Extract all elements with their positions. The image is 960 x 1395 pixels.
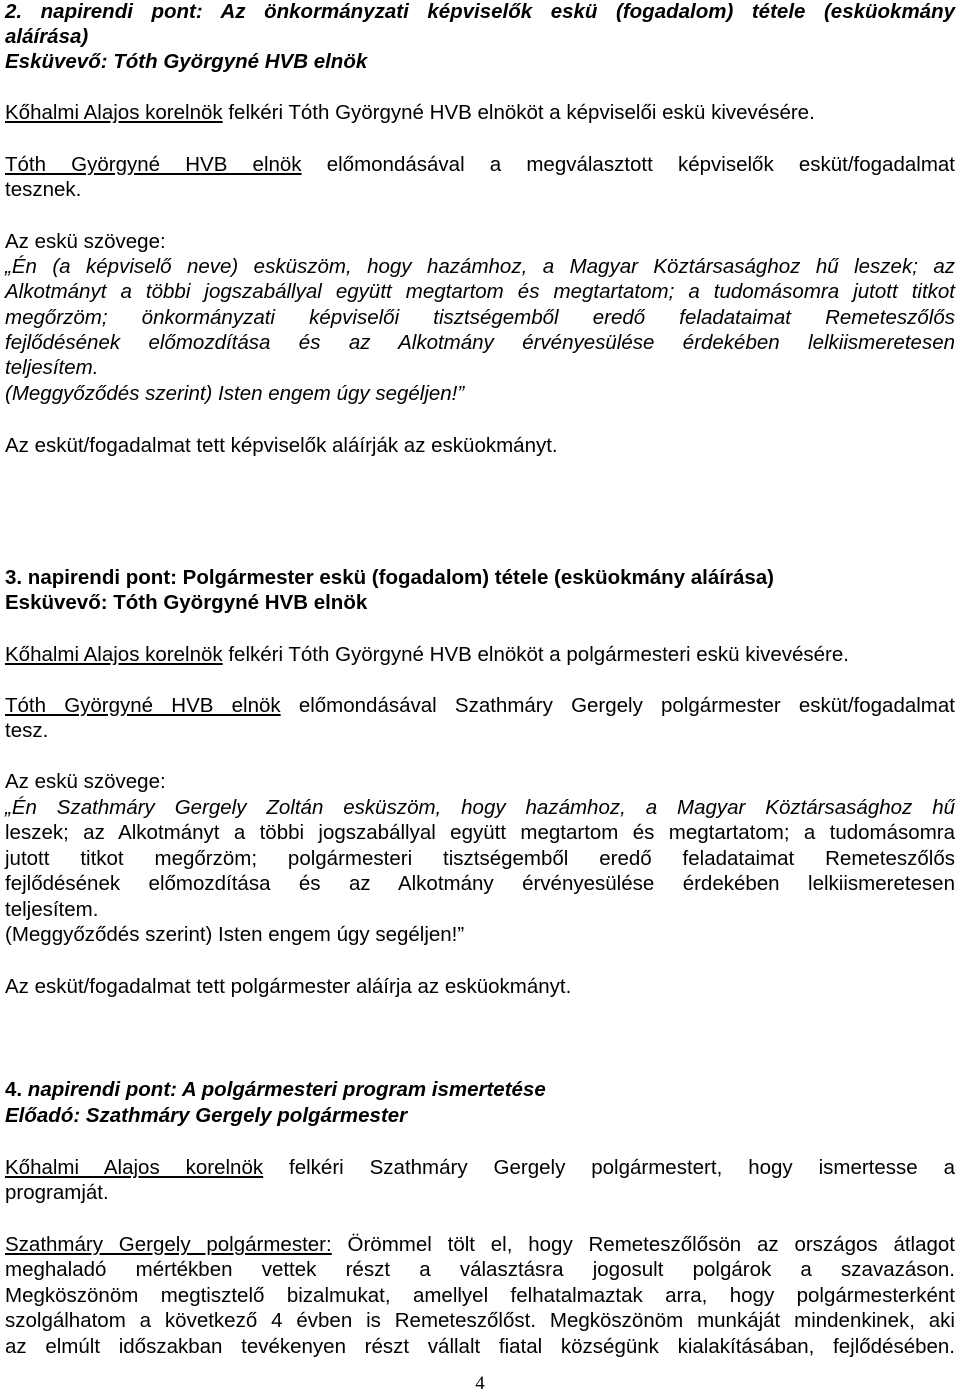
- section3-heading: 3. napirendi pont: Polgármester eskü (fogadalom) tétele (esküokmány aláírása): [5, 566, 774, 589]
- section4-paragraph2-line1: Szathmáry Gergely polgármester: Örömmel tölt el, hogy Remeteszőlősön az országos átlagot: [5, 1233, 956, 1256]
- speaker-name: Tóth Györgyné HVB elnök: [5, 694, 281, 717]
- section4-presenter: Előadó: Szathmáry Gergely polgármester: [5, 1104, 408, 1127]
- speaker-name: Kőhalmi Alajos korelnök: [5, 101, 223, 124]
- section3-paragraph2-line2: tesz.: [5, 719, 49, 742]
- section2-oath-line6: (Meggyőződés szerint) Isten engem úgy segéljen!”: [5, 382, 465, 405]
- speaker-name: Tóth Györgyné HVB elnök: [5, 153, 302, 176]
- section3-oath-line2: leszek; az Alkotmányt a többi jogszabállyal együtt megtartom és megtartatom; a tudomásomra: [5, 821, 955, 844]
- section2-closing: Az esküt/fogadalmat tett képviselők aláírják az esküokmányt.: [5, 434, 558, 457]
- section3-oath-line1: „Én Szathmáry Gergely Zoltán esküszöm, hogy hazámhoz, a Magyar Köztársasághoz hű: [5, 796, 955, 819]
- section3-closing: Az esküt/fogadalmat tett polgármester aláírja az esküokmányt.: [5, 975, 572, 998]
- section4-paragraph1-line2: programját.: [5, 1181, 109, 1204]
- section4-paragraph2-line4: szolgálhatom a következő 4 évben is Remeteszőlőst. Megköszönöm munkáját mindenkinek, aki: [5, 1309, 955, 1332]
- section3-oath-line3: jutott titkot megőrzöm; polgármesteri tisztségemből eredő feladataimat Remeteszőlős: [5, 847, 955, 870]
- section2-heading-line2: aláírása): [5, 25, 89, 48]
- section2-oath-line4: fejlődésének előmozdítása és az Alkotmány érvényesülése érdekében lelkiismeretesen: [5, 331, 955, 354]
- section3-oath-label: Az eskü szövege:: [5, 770, 166, 793]
- section3-oath-line6: (Meggyőződés szerint) Isten engem úgy segéljen!”: [5, 923, 465, 946]
- section2-oath-line2: Alkotmányt a többi jogszabállyal együtt megtartom és megtartatom; a tudomásomra jutott titkot: [5, 280, 955, 303]
- section3-oath-line5: teljesítem.: [5, 898, 99, 921]
- speaker-name: Kőhalmi Alajos korelnök: [5, 1156, 264, 1179]
- speaker-name: Kőhalmi Alajos korelnök: [5, 643, 223, 666]
- section3-oath-line4: fejlődésének előmozdítása és az Alkotmány érvényesülése érdekében lelkiismeretesen: [5, 872, 955, 895]
- section2-oath-label: Az eskü szövege:: [5, 230, 166, 253]
- page-number: 4: [475, 1373, 485, 1394]
- section3-officiant: Esküvevő: Tóth Györgyné HVB elnök: [5, 591, 368, 614]
- section2-oath-line1: „Én (a képviselő neve) esküszöm, hogy hazámhoz, a Magyar Köztársasághoz hű leszek; az: [5, 255, 955, 278]
- section4-paragraph1-line1: Kőhalmi Alajos korelnök felkéri Szathmáry Gergely polgármestert, hogy ismertesse a: [5, 1156, 955, 1179]
- section3-paragraph2-line1: Tóth Györgyné HVB elnök előmondásával Szathmáry Gergely polgármester esküt/fogadalmat: [5, 694, 955, 717]
- section4-paragraph2-line5: az elmúlt időszakban tevékenyen részt vállalt fiatal községünk kialakításában, fejlődésében.: [5, 1335, 955, 1358]
- speaker-name: Szathmáry Gergely polgármester:: [5, 1233, 332, 1256]
- section2-oath-line3: megőrzöm; önkormányzati képviselői tisztségemből eredő feladataimat Remeteszőlős: [5, 306, 955, 329]
- section2-heading-line1: 2. napirendi pont: Az önkormányzati képviselők eskü (fogadalom) tétele (esküokmány: [5, 0, 955, 23]
- section4-heading: 4. napirendi pont: A polgármesteri program ismertetése: [5, 1078, 546, 1101]
- section2-oath-line5: teljesítem.: [5, 356, 99, 379]
- section4-paragraph2-line2: meghaladó mértékben vettek részt a választásra jogosult polgárok a szavazáson.: [5, 1258, 955, 1281]
- section4-paragraph2-line3: Megköszönöm megtisztelő bizalmukat, amellyel felhatalmaztak arra, hogy polgármesterként: [5, 1284, 955, 1307]
- section2-officiant: Esküvevő: Tóth Györgyné HVB elnök: [5, 50, 368, 73]
- section3-paragraph1: Kőhalmi Alajos korelnök felkéri Tóth Györgyné HVB elnököt a polgármesteri eskü kivevésére.: [5, 643, 849, 666]
- section2-paragraph2-line1: Tóth Györgyné HVB elnök előmondásával a megválasztott képviselők esküt/fogadalmat: [5, 153, 955, 176]
- section2-paragraph1: Kőhalmi Alajos korelnök felkéri Tóth Györgyné HVB elnököt a képviselői eskü kivevésére.: [5, 101, 815, 124]
- section2-paragraph2-line2: tesznek.: [5, 178, 82, 201]
